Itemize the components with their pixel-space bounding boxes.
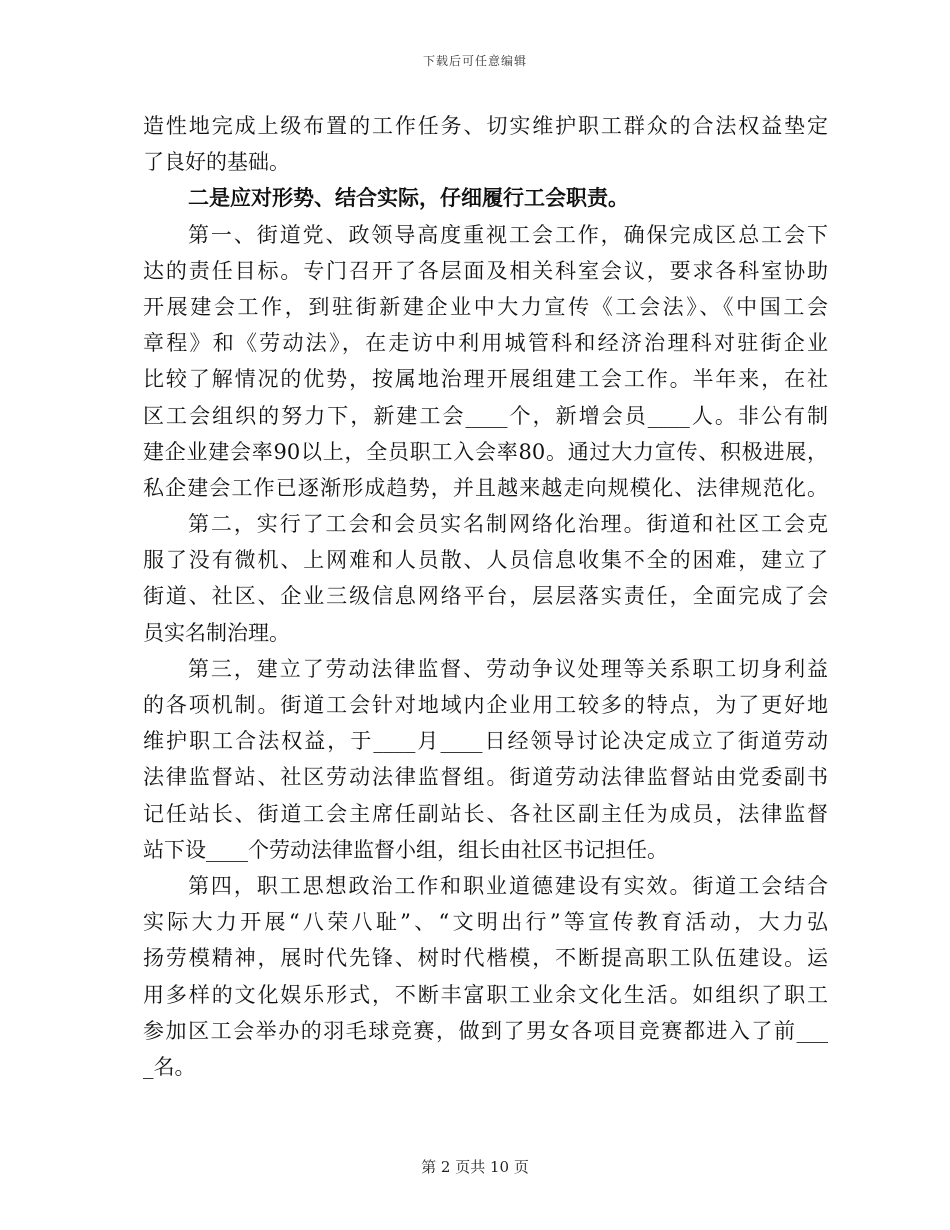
paragraph-line: 员实名制治理。 bbox=[143, 620, 290, 645]
paragraph-line: 服了没有微机、上网难和人员散、人员信息收集不全的困难，建立了 bbox=[143, 548, 828, 573]
section-heading: 二是应对形势、结合实际，仔细履行工会职责。 bbox=[188, 185, 629, 211]
paragraph-line: 街道、社区、企业三级信息网络平台，层层落实责任，全面完成了会 bbox=[143, 584, 828, 609]
paragraph-line: _名。 bbox=[143, 1054, 196, 1079]
paragraph-line: 区工会组织的努力下，新建工会____个，新增会员____人。非公有制 bbox=[143, 403, 828, 428]
document-body bbox=[143, 108, 828, 1085]
page-footer: 第 2 页共 10 页 bbox=[421, 1158, 529, 1176]
paragraph-line: 私企建会工作已逐渐形成趋势，并且越来越走向规模化、法律规范化。 bbox=[143, 475, 828, 500]
paragraph-line: 参加区工会举办的羽毛球竞赛，做到了男女各项目竞赛都进入了前___ bbox=[143, 1018, 828, 1043]
paragraph-line: 第四，职工思想政治工作和职业道德建设有实效。街道工会结合 bbox=[188, 873, 828, 898]
paragraph-line: 第一、街道党、政领导高度重视工会工作，确保完成区总工会下 bbox=[188, 222, 828, 247]
paragraph-line: 站下设____个劳动法律监督小组，组长由社区书记担任。 bbox=[143, 837, 668, 862]
paragraph-line: 第二，实行了工会和会员实名制网络化治理。街道和社区工会克 bbox=[188, 512, 828, 537]
paragraph-line: 扬劳模精神，展时代先锋、树时代楷模，不断提高职工队伍建设。运 bbox=[143, 946, 828, 971]
paragraph-line: 的各项机制。街道工会针对地域内企业用工较多的特点，为了更好地 bbox=[143, 693, 828, 717]
paragraph-line: 造性地完成上级布置的工作任务、切实维护职工群众的合法权益垫定 bbox=[143, 114, 828, 138]
paragraph-line: 用多样的文化娱乐形式，不断丰富职工业余文化生活。如组织了职工 bbox=[143, 982, 828, 1007]
paragraph-line: 章程》和《劳动法》，在走访中利用城管科和经济治理科对驻街企业 bbox=[143, 331, 828, 356]
paragraph-line: 法律监督站、社区劳动法律监督组。街道劳动法律监督站由党委副书 bbox=[143, 765, 828, 790]
paragraph-line: 了良好的基础。 bbox=[143, 150, 290, 175]
paragraph-line: 第三，建立了劳动法律监督、劳动争议处理等关系职工切身利益 bbox=[188, 656, 828, 681]
paragraph-line: 比较了解情况的优势，按属地治理开展组建工会工作。半年来，在社 bbox=[143, 367, 828, 392]
paragraph-line: 实际大力开展“八荣八耻”、“文明出行”等宣传教育活动，大力弘 bbox=[143, 910, 828, 935]
paragraph-line: 达的责任目标。专门召开了各层面及相关科室会议，要求各科室协助 bbox=[143, 258, 828, 283]
paragraph-line: 维护职工合法权益，于____月____日经领导讨论决定成立了街道劳动 bbox=[143, 729, 828, 754]
paragraph-line: 记任站长、街道工会主席任副站长、各社区副主任为成员，法律监督 bbox=[143, 801, 828, 826]
paragraph-line: 建企业建会率90以上，全员职工入会率80。通过大力宣传、积极进展， bbox=[143, 439, 828, 464]
page-header: 下载后可任意编辑 bbox=[422, 54, 527, 68]
paragraph-line: 开展建会工作，到驻街新建企业中大力宣传《工会法》、《中国工会 bbox=[143, 294, 828, 319]
